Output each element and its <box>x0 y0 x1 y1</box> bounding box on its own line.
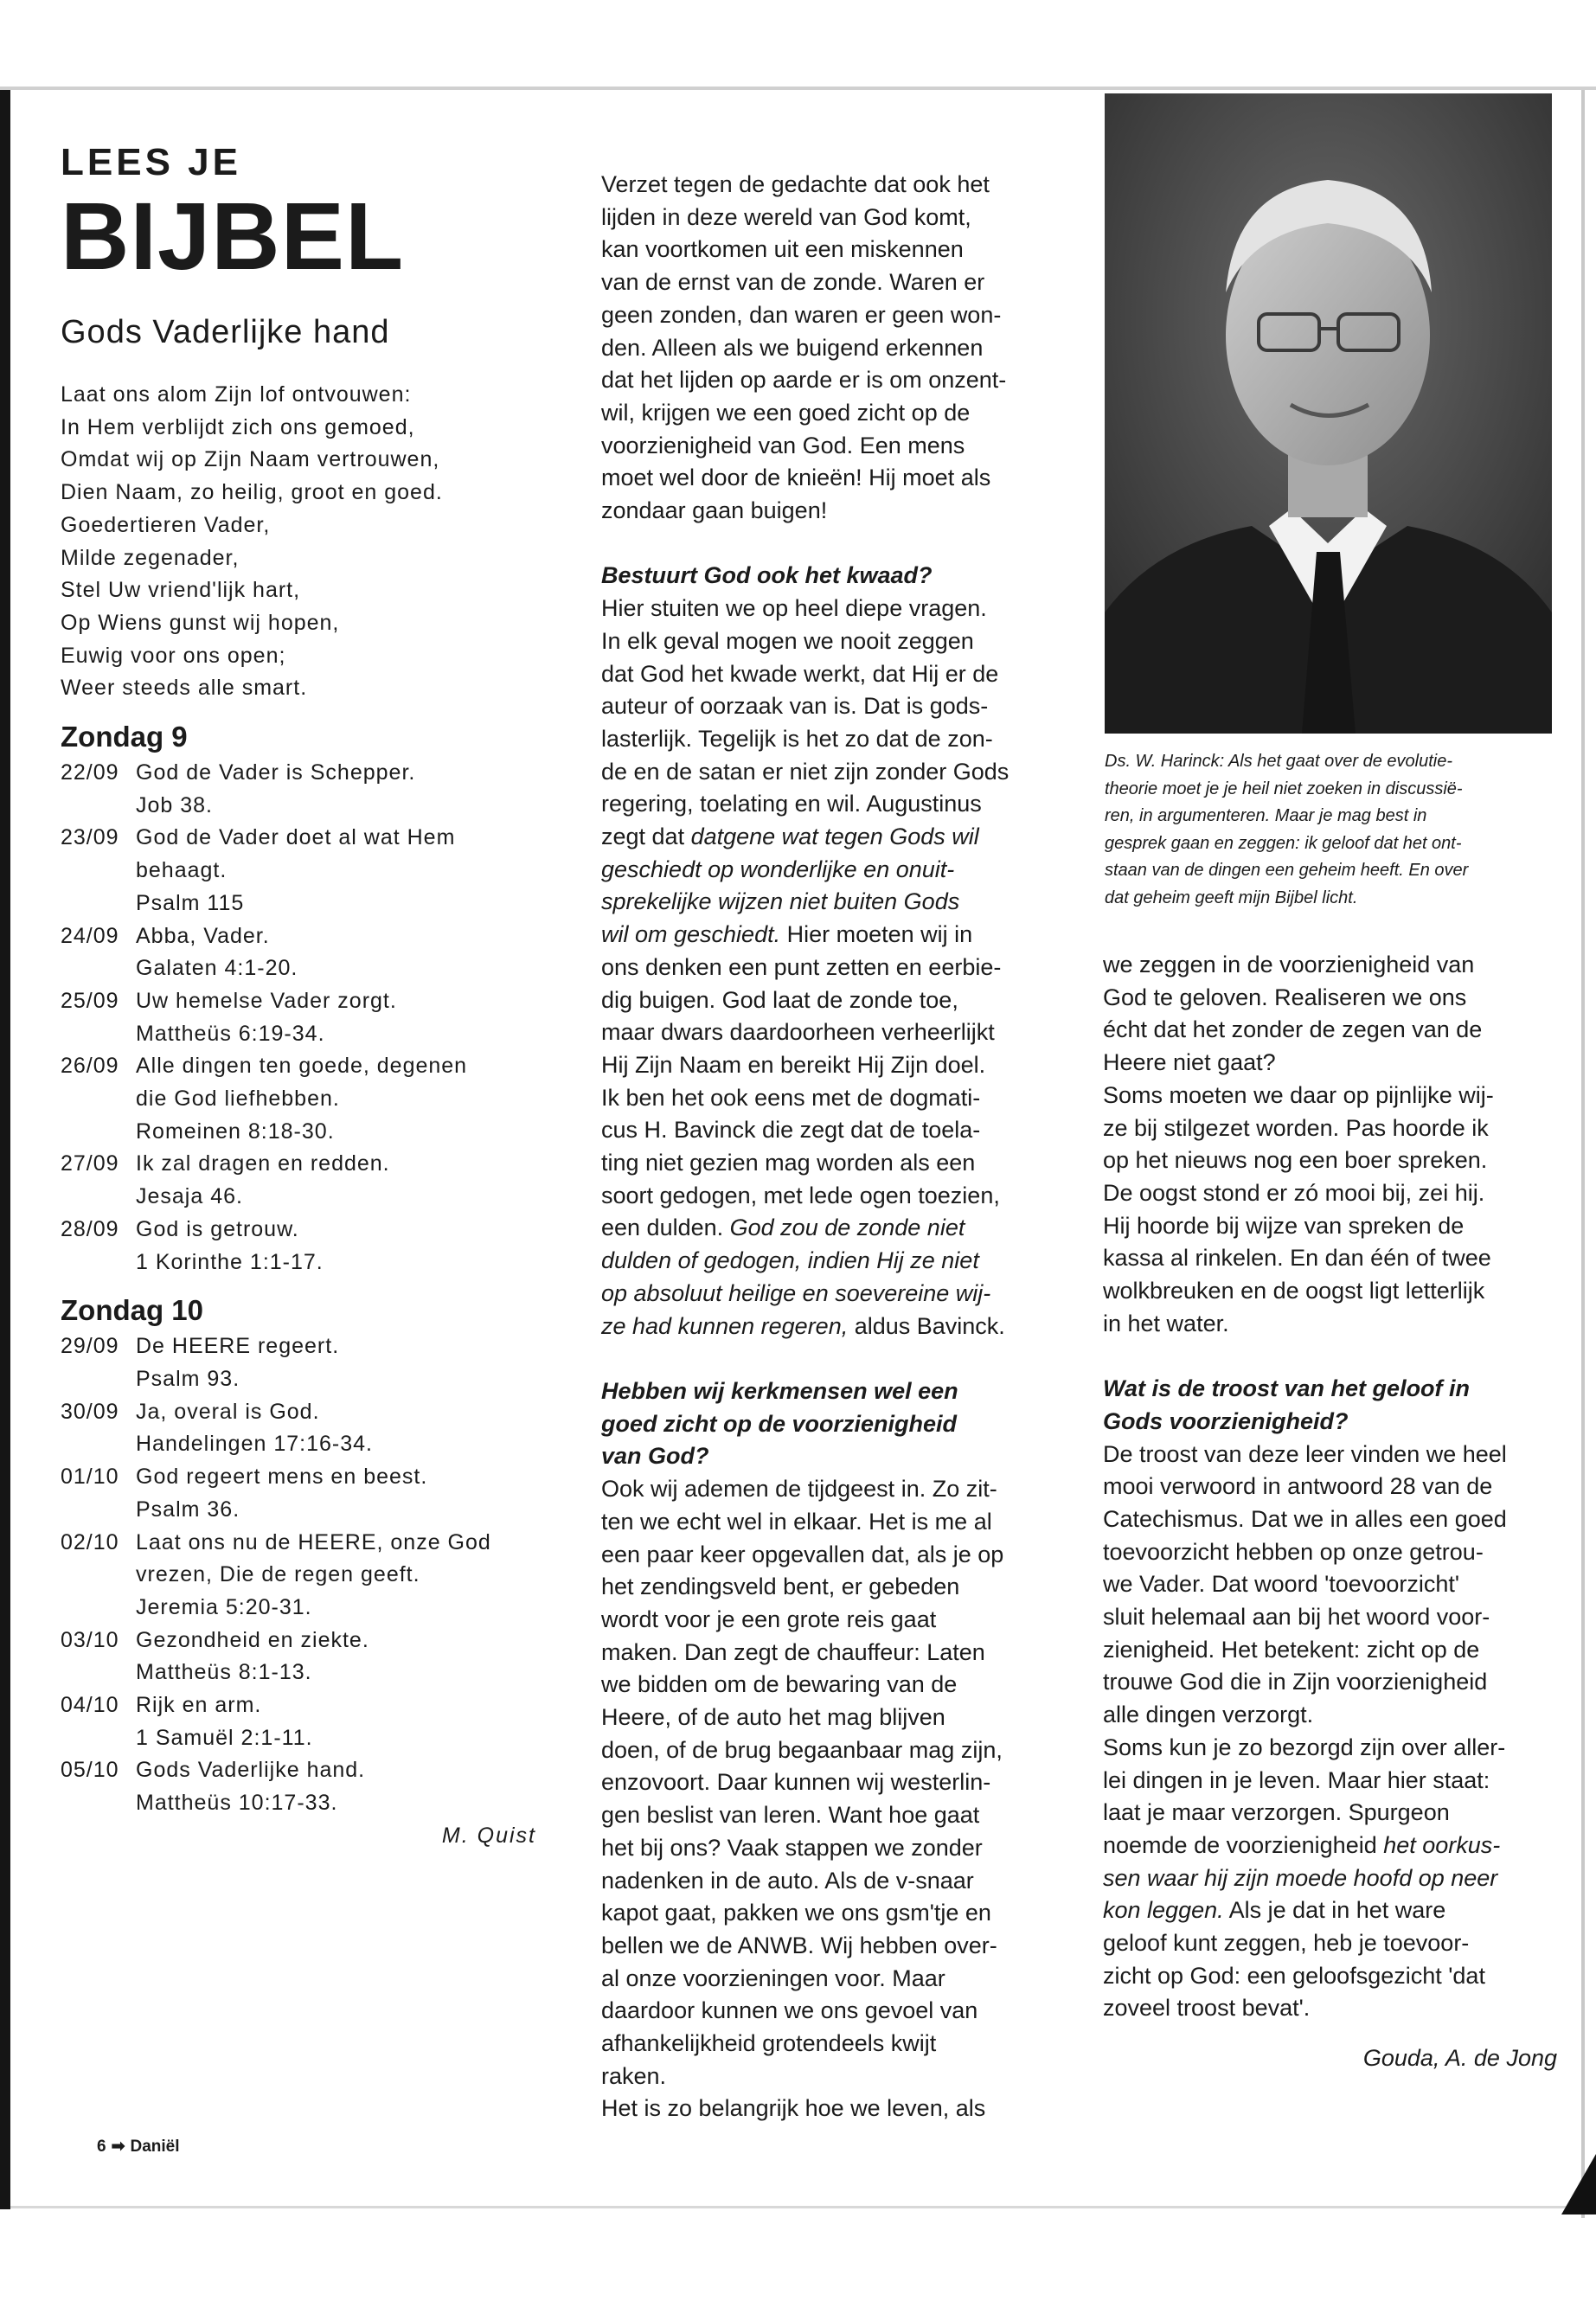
text-line <box>601 919 1051 952</box>
text-line: Soms kun je zo bezorgd zijn over aller- <box>1103 1734 1506 1760</box>
text-line: afhankelijkheid grotendeels kwijt <box>601 2030 937 2057</box>
reading-reference: 1 Samuël 2:1-11. <box>136 1725 313 1750</box>
text-line: wolkbreuken en de oogst ligt letterlijk <box>1103 1278 1485 1304</box>
verse-line: Op Wiens gunst wij hopen, <box>61 610 340 635</box>
text-line: het bij ons? Vaak stappen we zonder <box>601 1834 983 1861</box>
text-line: het zendingsveld bent, er gebeden <box>601 1574 960 1600</box>
text-line: doen, of de brug begaanbaar mag zijn, <box>601 1736 1003 1763</box>
reading-date: 03/10 <box>61 1627 119 1652</box>
verse-line: In Hem verblijdt zich ons gemoed, <box>61 414 415 439</box>
article-column-middle <box>601 169 1051 2125</box>
reading-title: Rijk en arm. <box>136 1693 262 1718</box>
text-line: dat God het kwade werkt, dat Hij er de <box>601 660 999 687</box>
text-run: noemde de voorzienigheid <box>1103 1831 1384 1858</box>
page-edge-right <box>1581 90 1585 2218</box>
text-line: raken. <box>601 2062 667 2089</box>
quote-run: wil om geschiedt. <box>601 921 781 948</box>
verse-line: Weer steeds alle smart. <box>61 676 308 701</box>
reading-row <box>61 1396 545 1429</box>
paragraph <box>601 593 1051 1343</box>
text-run: een dulden. <box>601 1215 730 1241</box>
text-line: op het nieuws nog een boer spreken. <box>1103 1147 1488 1174</box>
paragraph <box>1103 1439 1557 2026</box>
page-edge-bottom <box>10 2206 1581 2208</box>
reading-reference: Psalm 115 <box>136 890 245 915</box>
reading-title: Laat ons nu de HEERE, onze God <box>136 1529 491 1554</box>
text-line: écht dat het zonder de zegen van de <box>1103 1016 1483 1043</box>
reading-reference: Job 38. <box>136 792 214 817</box>
page-footer <box>97 2137 180 2157</box>
text-line: moet wel door de knieën! Hij moet als <box>601 465 991 491</box>
reading-reference: 1 Korinthe 1:1-17. <box>136 1249 324 1274</box>
text-line: Hij Zijn Naam en bereikt Hij Zijn doel. <box>601 1051 986 1078</box>
page-edge-top <box>0 87 1596 90</box>
reading-title: Alle dingen ten goede, degenen <box>136 1054 468 1079</box>
caption-line: ren, in argumenteren. Maar je mag best in <box>1105 806 1427 825</box>
reading-title: God regeert mens en beest. <box>136 1465 428 1490</box>
reading-reference: Romeinen 8:18-30. <box>136 1118 335 1144</box>
reading-row <box>61 1689 545 1722</box>
text-line: we Vader. Dat woord 'toevoorzicht' <box>1103 1571 1460 1598</box>
section-title: BIJBEL <box>61 183 405 290</box>
reading-date: 28/09 <box>61 1216 119 1241</box>
text-line: bellen we de ANWB. Wij hebben over- <box>601 1932 997 1958</box>
text-line: ting niet gezien mag worden als een <box>601 1150 976 1176</box>
text-line: dat het lijden op aarde er is om onzent- <box>601 367 1007 394</box>
quote-run: ze had kunnen regeren, <box>601 1312 849 1339</box>
quote-line: dulden of gedogen, indien Hij ze niet <box>601 1247 979 1274</box>
reading-date: 30/09 <box>61 1399 119 1424</box>
text-line: we zeggen in de voorzienigheid van <box>1103 952 1475 977</box>
magazine-name: Daniël <box>130 2138 180 2156</box>
reading-row <box>61 1148 545 1181</box>
quote-line: sen waar hij zijn moede hoofd op neer <box>1103 1864 1498 1891</box>
text-run: Als je dat in het ware <box>1223 1897 1446 1924</box>
text-line: Heere, of de auto het mag blijven <box>601 1704 945 1731</box>
section-heading: Bestuurt God ook het kwaad? <box>601 562 933 589</box>
zondag-9-readings <box>61 757 545 1279</box>
text-line: trouwe God die in Zijn voorzienigheid <box>1103 1669 1488 1695</box>
schedule-author: M. Quist <box>441 1823 536 1848</box>
heading-line: van God? <box>601 1443 709 1470</box>
page-number: 6 <box>97 2138 106 2156</box>
reading-date: 25/09 <box>61 988 119 1013</box>
text-line: al onze voorzieningen voor. Maar <box>601 1965 945 1991</box>
text-line: toevoorzicht hebben op onze getrou- <box>1103 1538 1484 1565</box>
text-line: In elk geval mogen we nooit zeggen <box>601 627 974 654</box>
text-line: zoveel troost bevat'. <box>1103 1995 1311 2022</box>
reading-title-cont: vrezen, Die de regen geeft. <box>136 1562 420 1587</box>
text-line: van de ernst van de zonde. Waren er <box>601 269 985 296</box>
text-line: Soms moeten we daar op pijnlijke wij- <box>1103 1081 1494 1108</box>
heading-line: Gods voorzienigheid? <box>1103 1407 1349 1434</box>
text-line: een paar keer opgevallen dat, als je op <box>601 1541 1004 1567</box>
text-line: auteur of oorzaak van is. Dat is gods- <box>601 693 989 720</box>
text-line: voorzienigheid van God. Een mens <box>601 432 965 458</box>
text-line: Ook wij ademen de tijdgeest in. Zo zit- <box>601 1476 997 1503</box>
reading-row <box>61 1330 545 1363</box>
verse-line: Stel Uw vriend'lijk hart, <box>61 578 301 603</box>
reading-reference: Jesaja 46. <box>136 1184 243 1209</box>
reading-row <box>61 757 545 790</box>
verse-line: Euwig voor ons open; <box>61 643 286 668</box>
photo-caption <box>1105 748 1554 912</box>
text-line: cus H. Bavinck die zegt dat de toela- <box>601 1117 981 1144</box>
section-heading <box>601 1375 1051 1473</box>
reading-date: 01/10 <box>61 1465 119 1490</box>
reading-reference: Handelingen 17:16-34. <box>136 1432 373 1457</box>
verse-line: Milde zegenader, <box>61 545 240 570</box>
reading-date: 23/09 <box>61 825 119 850</box>
zondag-9-heading: Zondag 9 <box>61 721 188 753</box>
paragraph <box>601 1473 1051 2125</box>
quote-line: geschiedt op wonderlijke en onuit- <box>601 856 955 882</box>
text-line: wil, krijgen we een goed zicht op de <box>601 399 971 426</box>
reading-row <box>61 822 545 855</box>
arrow-right-icon: ➡ <box>111 2138 125 2156</box>
section-kicker: LEES JE <box>61 141 241 183</box>
text-line: zienigheid. Het betekent: zicht op de <box>1103 1636 1480 1663</box>
text-line: nadenken in de auto. Als de v-snaar <box>601 1867 974 1894</box>
reading-row <box>61 1050 545 1083</box>
reading-reference: Psalm 36. <box>136 1497 240 1522</box>
text-line: lijden in deze wereld van God komt, <box>601 203 971 230</box>
text-line: Heere niet gaat? <box>1103 1049 1276 1076</box>
caption-line: Ds. W. Harinck: Als het gaat over de evolutie- <box>1105 752 1453 771</box>
reading-row <box>61 1527 545 1560</box>
reading-date: 29/09 <box>61 1334 119 1359</box>
reading-date: 26/09 <box>61 1054 119 1079</box>
text-line: gen beslist van leren. Want hoe gaat <box>601 1802 980 1829</box>
heading-line: Hebben wij kerkmensen wel een <box>601 1377 958 1404</box>
text-line: regering, toelating en wil. Augustinus <box>601 791 982 817</box>
quote-run: het oorkus- <box>1383 1831 1501 1858</box>
reading-row <box>61 985 545 1018</box>
reading-title: Uw hemelse Vader zorgt. <box>136 988 397 1013</box>
reading-title: Ja, overal is God. <box>136 1399 320 1424</box>
quote-run: datgene wat tegen Gods wil <box>690 824 979 850</box>
text-line: alle dingen verzorgt. <box>1103 1702 1314 1728</box>
text-line: kassa al rinkelen. En dan één of twee <box>1103 1245 1491 1272</box>
text-line: soort gedogen, met lede ogen toezien, <box>601 1182 1000 1208</box>
text-line: Verzet tegen de gedachte dat ook het <box>601 171 990 197</box>
article-signature: Gouda, A. de Jong <box>1362 2045 1557 2072</box>
text-line <box>1103 1894 1557 1927</box>
reading-reference: Galaten 4:1-20. <box>136 956 298 981</box>
text-line: kapot gaat, pakken we ons gsm'tje en <box>601 1900 991 1926</box>
reading-title: Abba, Vader. <box>136 923 270 948</box>
text-line: Ik ben het ook eens met de dogmati- <box>601 1084 981 1111</box>
heading-line: Wat is de troost van het geloof in <box>1103 1375 1471 1402</box>
text-run: aldus Bavinck. <box>848 1312 1005 1339</box>
text-line: wordt voor je een grote reis gaat <box>601 1606 937 1632</box>
text-line: kan voortkomen uit een miskennen <box>601 236 964 263</box>
text-line <box>601 1212 1051 1245</box>
reading-date: 05/10 <box>61 1758 119 1783</box>
zondag-10-heading: Zondag 10 <box>61 1294 204 1327</box>
article-column-right <box>1103 949 1557 2075</box>
reading-title: Gezondheid en ziekte. <box>136 1627 369 1652</box>
reading-reference: Mattheüs 6:19-34. <box>136 1021 325 1046</box>
reading-schedule-column <box>61 138 545 1853</box>
reading-title-cont: die God liefhebben. <box>136 1086 340 1112</box>
text-line <box>601 1311 1051 1343</box>
page-corner-mark <box>1561 2154 1596 2214</box>
paragraph <box>1103 949 1557 1340</box>
text-line: Catechismus. Dat we in alles een goed <box>1103 1505 1507 1532</box>
reading-title: Gods Vaderlijke hand. <box>136 1758 366 1783</box>
text-line: lei dingen in je leven. Maar hier staat: <box>1103 1766 1490 1793</box>
verse-line: Goedertieren Vader, <box>61 512 271 537</box>
reading-date: 02/10 <box>61 1529 119 1554</box>
reading-row <box>61 1754 545 1787</box>
author-portrait-photo <box>1105 93 1552 734</box>
reading-reference: Jeremia 5:20-31. <box>136 1594 312 1619</box>
text-line: geloof kunt zeggen, heb je toevoor- <box>1103 1930 1470 1957</box>
text-line: God te geloven. Realiseren we ons <box>1103 984 1467 1010</box>
text-line: den. Alleen als we buigend erkennen <box>601 334 984 361</box>
intro-paragraph <box>601 169 1051 528</box>
text-line: lasterlijk. Tegelijk is het zo dat de zon- <box>601 725 993 752</box>
text-line: enzovoort. Daar kunnen wij westerlin- <box>601 1769 991 1796</box>
text-line: zicht op God: een geloofsgezicht 'dat <box>1103 1962 1485 1989</box>
reading-row <box>61 920 545 953</box>
text-line: Hier stuiten we op heel diepe vragen. <box>601 595 987 622</box>
verse-line: Dien Naam, zo heilig, groot en goed. <box>61 480 443 505</box>
text-line: ze bij stilgezet worden. Pas hoorde ik <box>1103 1114 1489 1141</box>
caption-line: staan van de dingen een geheim heeft. En over <box>1105 861 1469 880</box>
caption-line: dat geheim geeft mijn Bijbel licht. <box>1105 888 1358 907</box>
text-line: laat je maar verzorgen. Spurgeon <box>1103 1799 1450 1826</box>
reading-title-cont: behaagt. <box>136 858 228 883</box>
text-line: we bidden om de bewaring van de <box>601 1671 958 1698</box>
verse-line: Omdat wij op Zijn Naam vertrouwen, <box>61 447 440 472</box>
page-edge-left <box>0 90 10 2209</box>
text-line <box>1103 1830 1557 1862</box>
reading-reference: Mattheüs 10:17-33. <box>136 1791 338 1816</box>
text-line: in het water. <box>1103 1310 1229 1336</box>
text-line: maken. Dan zegt de chauffeur: Laten <box>601 1638 985 1665</box>
article-subtitle: Gods Vaderlijke hand <box>61 314 390 350</box>
reading-reference: Psalm 93. <box>136 1366 240 1391</box>
reading-date: 24/09 <box>61 923 119 948</box>
text-line: geen zonden, dan waren er geen won- <box>601 301 1002 328</box>
quote-run: kon leggen. <box>1103 1897 1224 1924</box>
reading-title: God de Vader is Schepper. <box>136 760 416 785</box>
text-line: mooi verwoord in antwoord 28 van de <box>1103 1473 1493 1500</box>
reading-date: 04/10 <box>61 1693 119 1718</box>
quote-line: op absoluut heilige en soevereine wij- <box>601 1279 991 1306</box>
reading-row <box>61 1625 545 1657</box>
text-line: zondaar gaan buigen! <box>601 497 828 524</box>
reading-date: 27/09 <box>61 1151 119 1176</box>
reading-row <box>61 1214 545 1247</box>
text-line: maar dwars daardoorheen verheerlijkt <box>601 1019 995 1046</box>
text-line: dig buigen. God laat de zonde toe, <box>601 986 958 1013</box>
zondag-10-readings <box>61 1330 545 1820</box>
text-line: daardoor kunnen we ons gevoel van <box>601 1997 978 2024</box>
text-line: Het is zo belangrijk hoe we leven, als <box>601 2095 986 2122</box>
reading-title: God is getrouw. <box>136 1216 299 1241</box>
portrait-illustration <box>1105 93 1552 734</box>
text-line: ons denken een punt zetten en eerbie- <box>601 953 1002 980</box>
text-line: sluit helemaal aan bij het woord voor- <box>1103 1604 1490 1631</box>
text-line: de en de satan er niet zijn zonder Gods <box>601 758 1010 785</box>
caption-line: theorie moet je je heil niet zoeken in discussië- <box>1105 779 1463 798</box>
reading-title: God de Vader doet al wat Hem <box>136 825 456 850</box>
psalm-verse <box>61 379 545 705</box>
caption-line: gesprek gaan en zeggen: ik geloof dat het ont- <box>1105 833 1462 853</box>
reading-title: De HEERE regeert. <box>136 1334 340 1359</box>
quote-line: sprekelijke wijzen niet buiten Gods <box>601 888 960 915</box>
text-line: ten we echt wel in elkaar. Het is me al <box>601 1508 992 1535</box>
text-line <box>601 821 1051 854</box>
text-line: Hij hoorde bij wijze van spreken de <box>1103 1212 1465 1239</box>
heading-line: goed zicht op de voorzienigheid <box>601 1410 958 1437</box>
section-heading <box>1103 1373 1557 1438</box>
text-line: De oogst stond er zó mooi bij, zei hij. <box>1103 1179 1485 1206</box>
reading-reference: Mattheüs 8:1-13. <box>136 1660 312 1685</box>
reading-date: 22/09 <box>61 760 119 785</box>
quote-run: God zou de zonde niet <box>729 1215 965 1241</box>
verse-line: Laat ons alom Zijn lof ontvouwen: <box>61 382 412 407</box>
text-run: Hier moeten wij in <box>780 921 973 948</box>
text-line: De troost van deze leer vinden we heel <box>1103 1440 1507 1467</box>
reading-title: Ik zal dragen en redden. <box>136 1151 390 1176</box>
reading-row <box>61 1461 545 1494</box>
text-run: zegt dat <box>601 824 691 850</box>
